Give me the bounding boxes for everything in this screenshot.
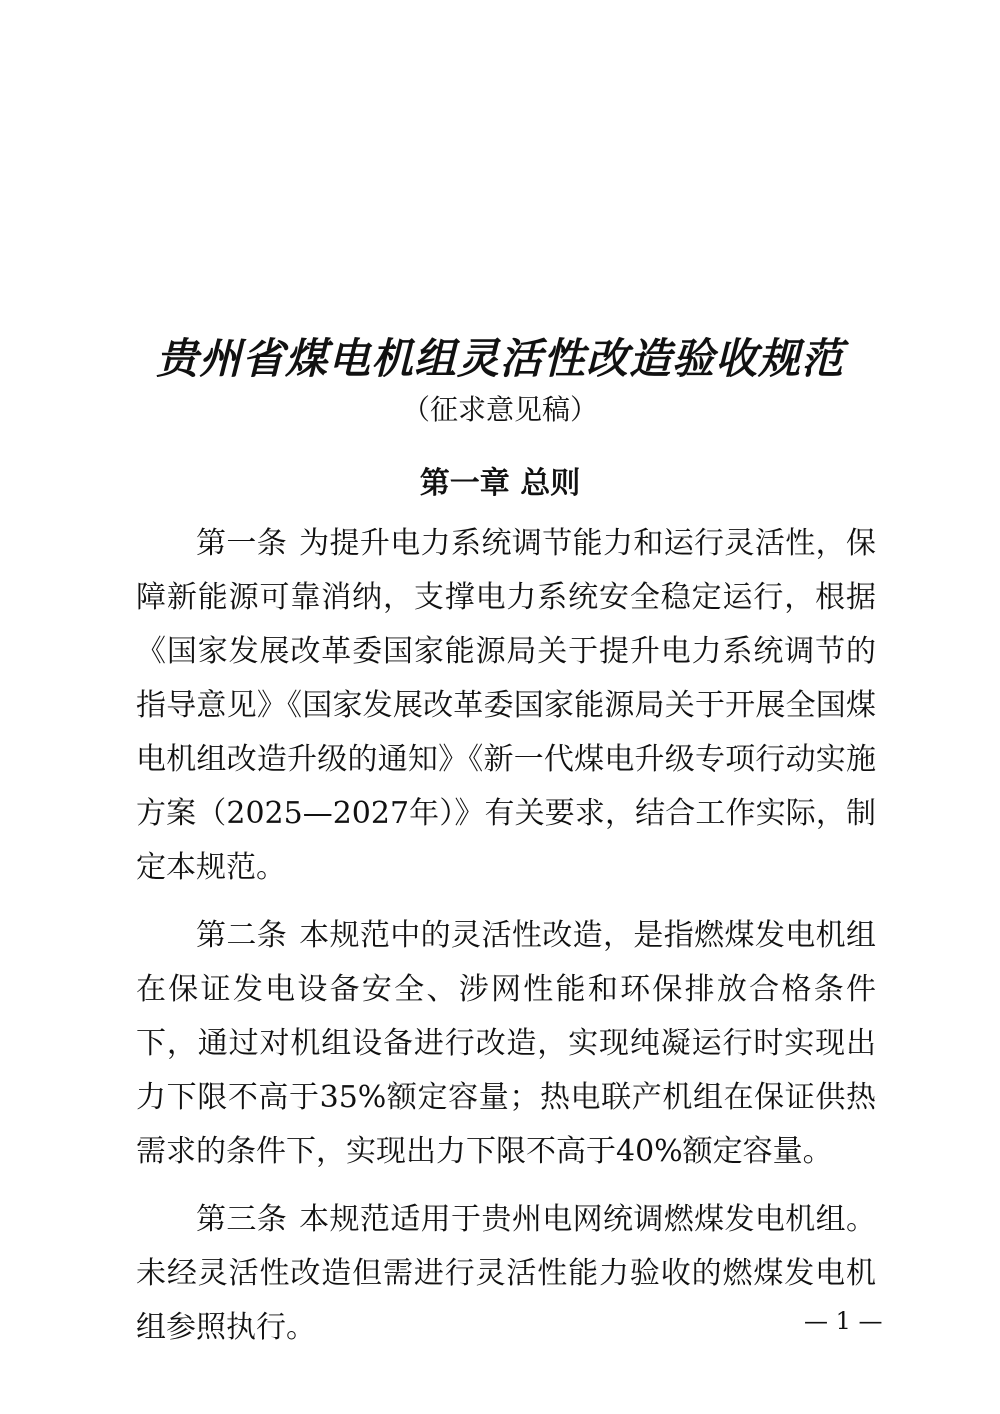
article-3 [136,1193,876,1355]
article-2 [136,909,876,1179]
document-body [136,517,876,1369]
article-text: 本规范适用于贵州电网统调燃煤发电机组。未经灵活性改造但需进行灵活性能力验收的燃煤发电机组参照执行。 [136,1202,877,1345]
page-number: — 1 — [804,1307,883,1335]
document-title: 贵州省煤电机组灵活性改造验收规范 [155,334,844,383]
article-label: 第二条 [196,918,288,953]
chapter-heading: 第一章 总则 [419,466,581,501]
article-1 [136,517,876,895]
article-label: 第一条 [196,526,288,561]
article-label: 第三条 [196,1202,288,1237]
article-text: 本规范中的灵活性改造，是指燃煤发电机组在保证发电设备安全、涉网性能和环保排放合格条件下，通过对机组设备进行改造，实现纯凝运行时实现出力下限不高于35%额定容量；热电联产机组在保证供热需求的条件下，实现出力下限不高于40%额定容量。 [136,918,877,1169]
article-text: 为提升电力系统调节能力和运行灵活性，保障新能源可靠消纳，支撑电力系统安全稳定运行，根据《国家发展改革委国家能源局关于提升电力系统调节的指导意见》《国家发展改革委国家能源局关于开展全国煤电机组改造升级的通知》《新一代煤电升级专项行动实施方案（2025—2027年）》有关要求，结合工作实际，制定本规范。 [136,526,877,885]
document-subtitle: （征求意见稿） [401,393,598,426]
